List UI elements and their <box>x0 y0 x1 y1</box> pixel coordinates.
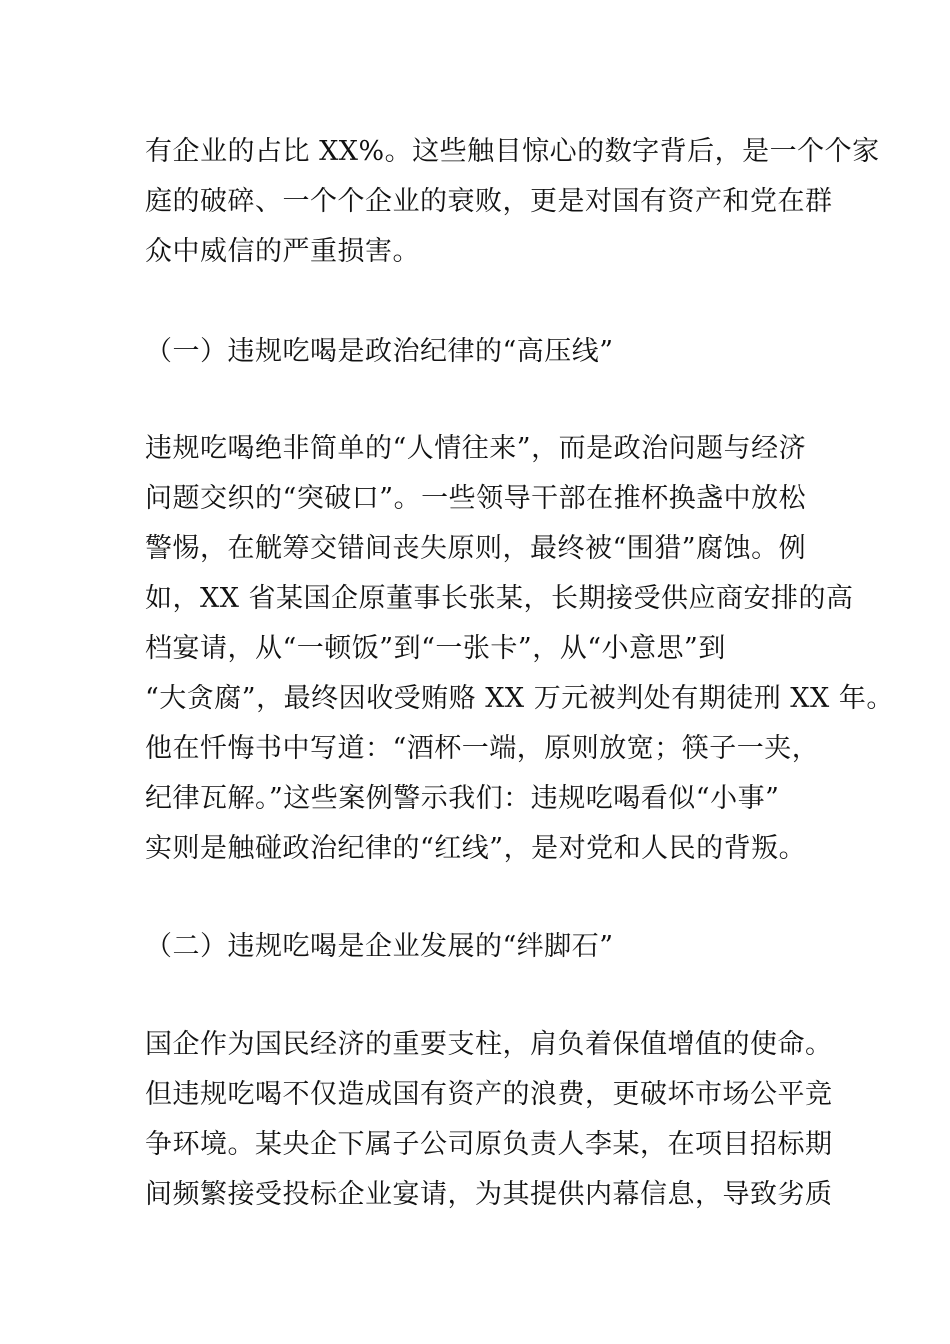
intro-line-3: 众中威信的严重损害。 <box>145 236 420 267</box>
section-one-line-3: 警惕，在觥筹交错间丧失原则，最终被“围猎”腐蚀。例 <box>145 533 807 564</box>
section-two-heading: （二）违规吃喝是企业发展的“绊脚石” <box>145 931 614 962</box>
section-one-line-8: 纪律瓦解。”这些案例警示我们：违规吃喝看似“小事” <box>145 783 780 814</box>
section-two-line-2: 但违规吃喝不仅造成国有资产的浪费，更破坏市场公平竞 <box>145 1079 833 1110</box>
section-one-line-4: 如，XX 省某国企原董事长张某，长期接受供应商安排的高 <box>145 583 854 614</box>
intro-line-2: 庭的破碎、一个个企业的衰败，更是对国有资产和党在群 <box>145 186 833 217</box>
section-one-line-9: 实则是触碰政治纪律的“红线”，是对党和人民的背叛。 <box>145 833 807 864</box>
section-one-heading: （一）违规吃喝是政治纪律的“高压线” <box>145 336 614 367</box>
section-one-line-5: 档宴请，从“一顿饭”到“一张卡”，从“小意思”到 <box>145 633 726 664</box>
section-one-line-7: 他在忏悔书中写道：“酒杯一端，原则放宽；筷子一夹， <box>145 733 820 764</box>
section-one-line-1: 违规吃喝绝非简单的“人情往来”，而是政治问题与经济 <box>145 433 807 464</box>
section-one-line-2: 问题交织的“突破口”。一些领导干部在推杯换盏中放松 <box>145 483 807 514</box>
section-two-line-1: 国企作为国民经济的重要支柱，肩负着保值增值的使命。 <box>145 1029 833 1060</box>
section-two-line-3: 争环境。某央企下属子公司原负责人李某，在项目招标期 <box>145 1129 833 1160</box>
intro-line-1: 有企业的占比 XX%。这些触目惊心的数字背后，是一个个家 <box>145 136 880 167</box>
section-two-line-4: 间频繁接受投标企业宴请，为其提供内幕信息，导致劣质 <box>145 1179 833 1210</box>
section-one-line-6: “大贪腐”，最终因收受贿赂 XX 万元被判处有期徒刑 XX 年。 <box>145 683 894 714</box>
